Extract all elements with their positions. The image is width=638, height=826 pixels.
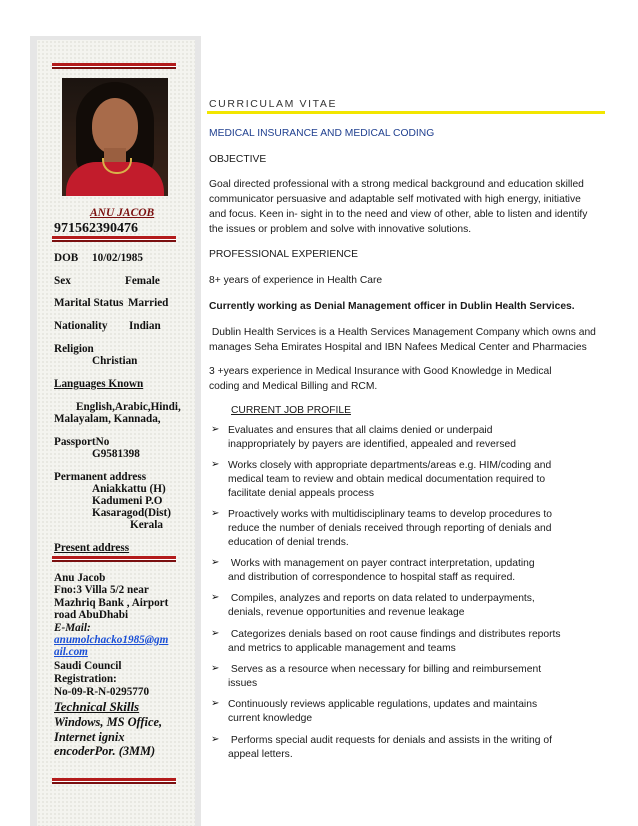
bullet-line: Proactively works with multidisciplinary teams to develop procedures to [228,509,552,520]
objective-line: and focus. Keen in- sight in to the need and view of other, able to listen and identify [209,209,588,220]
present-address-label: Present address [54,542,130,554]
bullet-line: facilitate denial appeals process [228,488,374,499]
objective-line: communicator persuasive and adaptable self motivated with high energy, initiative [209,194,581,205]
person-name: ANU JACOB [90,207,155,219]
divider-bar [52,556,176,562]
sex-label: Sex [54,275,71,287]
objective-heading: OBJECTIVE [209,154,267,165]
cv-subtitle: MEDICAL INSURANCE AND MEDICAL CODING [209,128,435,139]
nationality-value: Indian [129,320,161,332]
bullet-line: Performs special audit requests for denials and assists in the writing of [228,735,552,746]
bullet-line: current knowledge [228,713,313,724]
passport-label: PassportNo [54,436,110,448]
bullet-line: and metrics to applicable management and teams [228,643,456,654]
languages-value-line1: English,Arabic,Hindi, [76,401,181,413]
bullet-line: appeal letters. [228,749,293,760]
bullet-line: and distribution of correspondence to hospital staff as required. [228,572,516,583]
technical-skills-line: encoderPor. (3MM) [54,744,156,758]
dob-value: 10/02/1985 [92,252,143,264]
bullet-arrow-icon: ➢ [211,628,220,639]
job-profile-heading: CURRENT JOB PROFILE [231,405,351,416]
insurance-line: 3 +years experience in Medical Insurance with Good Knowledge in Medical [209,366,552,377]
council-line: Registration: [54,673,117,685]
divider-bar [52,778,176,784]
passport-value: G9581398 [92,448,140,460]
bullet-arrow-icon: ➢ [211,508,220,519]
bullet-arrow-icon: ➢ [211,734,220,745]
company-line: manages Seha Emirates Hospital and IBN Nafees Medical Center and Pharmacies [209,342,587,353]
sex-value: Female [125,275,160,287]
bullet-line: education of denial trends. [228,537,349,548]
present-address-line: Anu Jacob [54,572,106,584]
bullet-line: Continuously reviews applicable regulations, updates and maintains [228,699,538,710]
company-line: Dublin Health Services is a Health Services Management Company which owns and [209,327,596,338]
permanent-address-line: Kerala [130,519,163,531]
technical-skills-heading: Technical Skills [54,699,140,714]
bullet-line: Works closely with appropriate departments/areas e.g. HIM/coding and [228,460,552,471]
technical-skills-line: Internet ignix [54,730,125,744]
experience-years: 8+ years of experience in Health Care [209,275,383,286]
objective-line: the issues or problem and solve with innovative solutions. [209,224,472,235]
bullet-line: issues [228,678,258,689]
profile-photo [62,78,168,196]
bullet-line: Works with management on payer contract interpretation, updating [228,558,535,569]
bullet-arrow-icon: ➢ [211,424,220,435]
bullet-line: Categorizes denials based on root cause findings and distributes reports [228,629,561,640]
nationality-label: Nationality [54,320,108,332]
languages-label: Languages Known [54,378,144,390]
bullet-arrow-icon: ➢ [211,698,220,709]
bullet-arrow-icon: ➢ [211,663,220,674]
bullet-line: medical team to review and obtain medical documentation required to [228,474,546,485]
bullet-arrow-icon: ➢ [211,592,220,603]
council-line: Saudi Council [54,660,122,672]
objective-line: Goal directed professional with a strong medical background and education skilled [209,179,584,190]
marital-status-label: Marital Status [54,297,124,309]
languages-value-line2: Malayalam, Kannada, [54,413,161,425]
technical-skills-line: Windows, MS Office, [54,715,163,729]
permanent-address-line: Kasaragod(Dist) [92,507,171,519]
dob-label: DOB [54,252,79,264]
bullet-line: inappropriately by payers are identified, appealed and reversed [228,439,516,450]
phone-number: 971562390476 [54,221,138,236]
current-position: Currently working as Denial Management officer in Dublin Health Services. [209,301,575,312]
present-address-line: Fno:3 Villa 5/2 near [54,584,149,596]
council-registration-number: No-09-R-N-0295770 [54,686,150,698]
title-underline-rule [207,111,605,114]
email-label: E-Mail: [54,622,91,634]
experience-heading: PROFESSIONAL EXPERIENCE [209,249,358,260]
bullet-line: Evaluates and ensures that all claims denied or underpaid [228,425,493,436]
permanent-address-line: Aniakkattu (H) [92,483,166,495]
divider-bar [52,63,176,69]
religion-value: Christian [92,355,138,367]
bullet-line: Serves as a resource when necessary for billing and reimbursement [228,664,542,675]
permanent-address-label: Permanent address [54,471,147,483]
divider-bar [52,236,176,242]
present-address-line: Mazhriq Bank , Airport [54,597,169,609]
email-link[interactable]: anumolchacko1985@gm [54,634,169,646]
bullet-arrow-icon: ➢ [211,557,220,568]
email-link-continued[interactable]: ail.com [54,646,88,658]
cv-title: CURRICULAM VITAE [209,98,338,110]
present-address-line: road AbuDhabi [54,609,129,621]
insurance-line: coding and Medical Billing and RCM. [209,381,378,392]
bullet-line: denials, revenue opportunities and revenue leakage [228,607,465,618]
bullet-line: Compiles, analyzes and reports on data related to underpayments, [228,593,535,604]
religion-label: Religion [54,343,94,355]
marital-status-value: Married [128,297,169,309]
permanent-address-line: Kadumeni P.O [92,495,163,507]
bullet-arrow-icon: ➢ [211,459,220,470]
bullet-line: reduce the number of denials received through reporting of denials and [228,523,552,534]
